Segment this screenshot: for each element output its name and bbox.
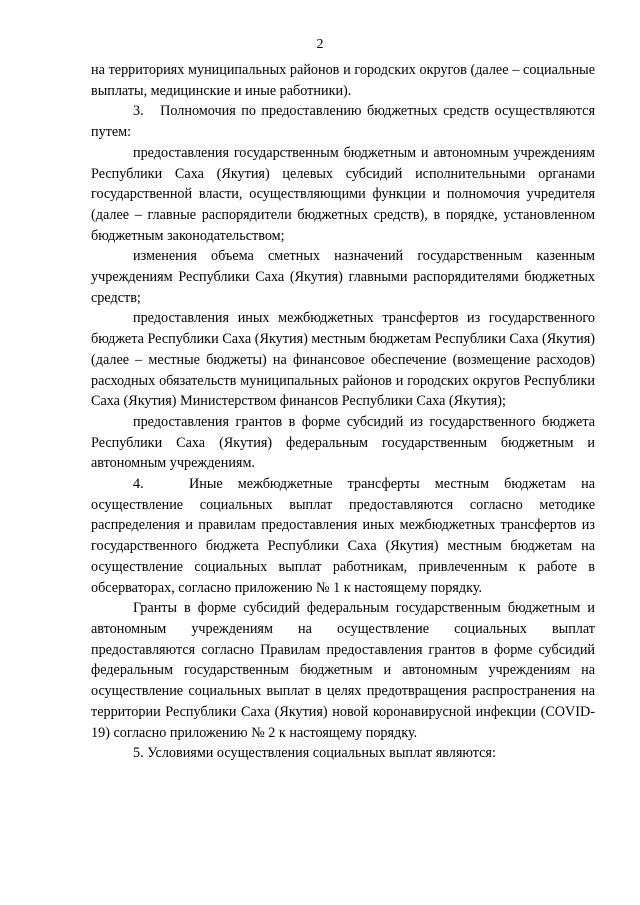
paragraph: предоставления государственным бюджетным и автономным учреждениям Республики Саха (Якутия) целевых субсидий исполнительными органами государственной власти, осуществляющими функции и полномочия учредителя (далее – главные распорядители бюджетных средств), в порядке, установленном бюджетным законодательством;: [91, 144, 595, 244]
paragraph: Гранты в форме субсидий федеральным государственным бюджетным и автономным учреждениям на осуществление социальных выплат предоставляются согласно Правилам предоставления грантов в форме субсидий федеральным государственным бюджетным и автономным учреждениям на осуществление социальных выплат в целях предотвращения распространения на территории Республики Саха (Якутия) новой коронавирусной инфекции (COVID-19) согласно приложению № 2 к настоящему порядку.: [91, 600, 595, 741]
paragraph: 3. Полномочия по предоставлению бюджетных средств осуществляются путем:: [91, 103, 595, 141]
paragraph: 4. Иные межбюджетные трансферты местным бюджетам на осуществление социальных выплат предоставляются согласно методике распределения и правилам предоставления иных межбюджетных трансфертов из государственного бюджета Республики Саха (Якутия) местным бюджетам на осуществление социальных выплат работникам, привлеченным к работе в обсерваторах, согласно приложению № 1 к настоящему порядку.: [91, 476, 595, 596]
paragraph: изменения объема сметных назначений государственным казенным учреждениям Республики Саха (Якутия) главными распорядителями бюджетных средств;: [91, 248, 595, 306]
paragraph: предоставления грантов в форме субсидий из государственного бюджета Республики Саха (Якутия) федеральным государственным бюджетным и автономным учреждениям.: [91, 413, 595, 472]
paragraph: 5. Условиями осуществления социальных выплат являются:: [133, 745, 496, 762]
paragraph: на территориях муниципальных районов и городских округов (далее – социальные выплаты, медицинские и иные работники).: [91, 62, 595, 99]
page-number: 2: [316, 37, 324, 52]
paragraph: предоставления иных межбюджетных трансфертов из государственного бюджета Республики Саха (Якутия) местным бюджетам Республики Саха (Якутия) (далее – местные бюджеты) на финансовое обеспечение (возмещение расходов) расходных обязательств муниципальных районов и городских округов Республики Саха (Якутия) Министерством финансов Республики Саха (Якутия);: [91, 310, 595, 410]
document-body: [91, 60, 595, 764]
